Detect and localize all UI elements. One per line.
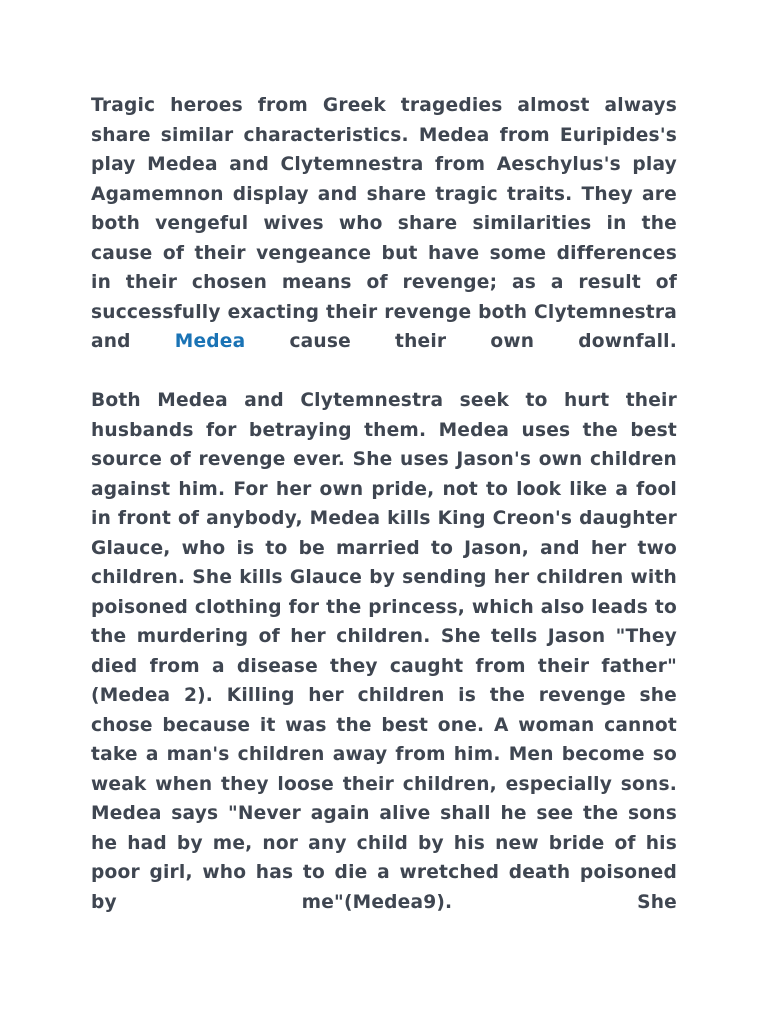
paragraph-1-text-end: cause their own downfall. [245,331,677,352]
paragraph-2: Both Medea and Clytemnestra seek to hurt their husbands for betraying them. Medea uses the best source of revenge ever. She uses Jason's own children against him. For her own pride, not to look like a fool in front of anybody, Medea kills King Creon's daughter Glauce, who is to be married to Jason, and her two children. She kills Glauce by sending her children with poisoned clothing for the princess, which also leads to the murdering of her children. She tells Jason "They died from a disease they caught from their father" (Medea 2). Killing her children is the revenge she chose because it was the best one. A woman cannot take a man's children away from him. Men become so weak when they loose their children, especially sons. Medea says "Never again alive shall he see the sons he had by me, nor any child by his new bride of his poor girl, who has to die a wretched death poisoned by me"(Medea9). She [91,390,677,913]
medea-link[interactable]: Medea [174,331,246,352]
paragraph-1 [91,91,677,357]
paragraph-1-text-start: Tragic heroes from Greek tragedies almost always share similar characteristics. Medea from Euripides's play Medea and Clytemnestra from Aeschylus's play Agamemnon display and share tragic traits. They are both vengeful wives who share similarities in the cause of their vengeance but have some differences in their chosen means of revenge; as a result of successfully exacting their revenge both Clytemnestra and [91,95,677,352]
document-body [91,91,677,917]
